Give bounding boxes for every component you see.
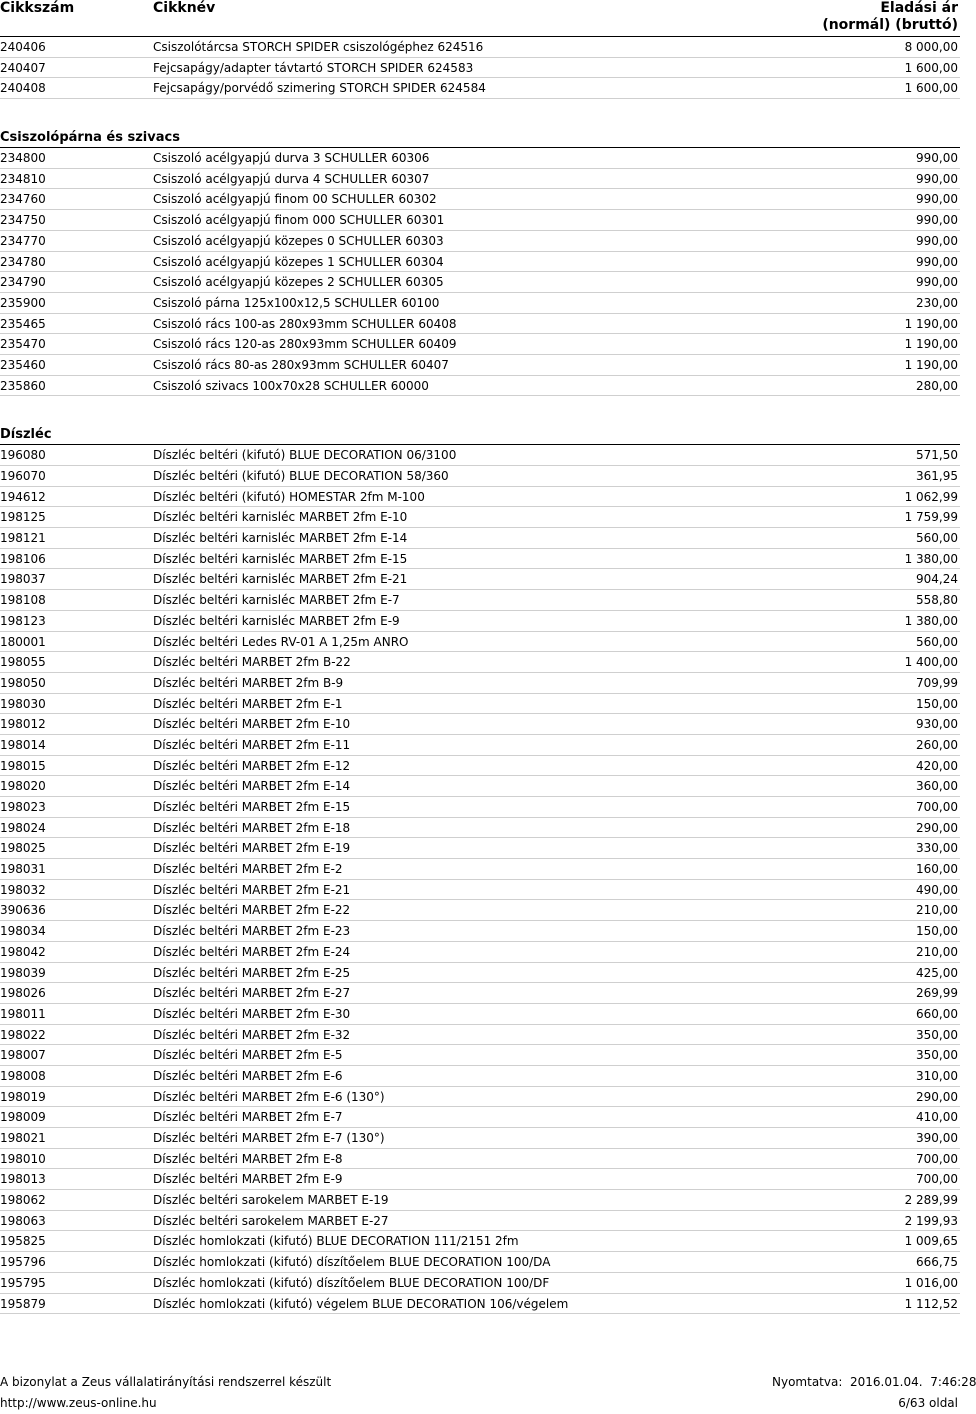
table-row [0,169,960,190]
table-row [0,272,960,293]
section-title: Csiszolópárna és szivacs [0,127,960,148]
table-row [0,652,960,673]
section [0,424,960,1314]
item-code: 198125 [0,510,46,525]
item-price: 666,75 [916,1255,958,1270]
table-row [0,1045,960,1066]
item-code: 194612 [0,489,46,504]
table-row [0,859,960,880]
item-price: 150,00 [916,696,958,711]
item-name: Díszléc beltéri sarokelem MARBET E-27 [153,1213,389,1228]
table-row [0,673,960,694]
table-row [0,1087,960,1108]
table-row [0,1107,960,1128]
item-price: 700,00 [916,800,958,814]
item-code: 198062 [0,1193,46,1208]
item-name: Csiszoló acélgyapjú finom 00 SCHULLER 60302 [153,192,437,207]
item-name: Díszléc homlokzati (kifutó) díszítőelem BLUE DECORATION 100/DA [153,1255,551,1270]
table-row [0,921,960,942]
item-price: 350,00 [916,1027,958,1042]
table-row [0,1004,960,1025]
item-price: 990,00 [916,151,958,166]
item-code: 235470 [0,337,46,352]
item-name: Díszléc beltéri MARBET 2fm E-8 [153,1151,343,1166]
table-row [0,963,960,984]
item-name: Díszléc beltéri karnisléc MARBET 2fm E-15 [153,551,408,566]
item-code: 198037 [0,572,46,587]
table-row [0,900,960,921]
item-name: Díszléc beltéri MARBET 2fm E-2 [153,862,343,877]
item-name: Díszléc beltéri MARBET 2fm E-25 [153,965,351,980]
item-price: 210,00 [916,903,958,918]
print-label: Nyomtatva: [772,1375,843,1389]
item-name: Csiszoló párna 125x100x12,5 SCHULLER 60100 [153,295,440,310]
item-name: Díszléc beltéri MARBET 2fm E-30 [153,1006,351,1021]
item-code: 240408 [0,81,46,96]
item-name: Díszléc beltéri MARBET 2fm E-23 [153,924,351,939]
item-code: 198034 [0,924,46,939]
item-name: Csiszoló rács 120-as 280x93mm SCHULLER 60409 [153,337,457,352]
item-code: 198015 [0,758,46,773]
item-code: 198123 [0,613,46,628]
item-price: 709,99 [916,675,958,690]
item-price: 571,50 [916,448,958,463]
item-code: 234790 [0,275,46,290]
item-price: 290,00 [916,1089,958,1104]
table-row [0,314,960,335]
item-price: 420,00 [916,758,958,773]
table-row [0,838,960,859]
table-row [0,776,960,797]
item-price: 990,00 [916,213,958,228]
item-name: Díszléc beltéri sarokelem MARBET E-19 [153,1193,389,1208]
item-code: 234800 [0,151,46,166]
table-row [0,58,960,79]
item-name: Díszléc beltéri MARBET 2fm B-22 [153,655,351,670]
item-code: 198030 [0,696,46,711]
item-code: 195796 [0,1255,46,1270]
item-name: Csiszoló acélgyapjú durva 3 SCHULLER 60306 [153,151,430,166]
item-name: Díszléc beltéri MARBET 2fm E-7 (130°) [153,1131,385,1145]
table-row [0,983,960,1004]
item-name: Díszléc beltéri MARBET 2fm E-5 [153,1048,343,1063]
table-row [0,735,960,756]
item-price: 490,00 [916,882,958,897]
table-row [0,632,960,653]
item-price: 560,00 [916,531,958,546]
table-row [0,376,960,397]
section [0,37,960,99]
price-list [0,37,960,1314]
table-row [0,1128,960,1149]
item-name: Díszléc beltéri karnisléc MARBET 2fm E-21 [153,572,408,587]
print-date: 2016.01.04. [850,1375,923,1389]
item-code: 198011 [0,1006,46,1021]
table-row [0,1190,960,1211]
table-row [0,569,960,590]
item-code: 234810 [0,171,46,186]
item-price: 330,00 [916,841,958,856]
item-name: Csiszoló acélgyapjú közepes 1 SCHULLER 60304 [153,254,444,269]
item-price: 660,00 [916,1006,958,1021]
page-number: 6/63 oldal [898,1396,958,1410]
item-price: 1 190,00 [904,337,958,352]
item-code: 198024 [0,820,46,835]
item-price: 700,00 [916,1172,958,1187]
item-name: Díszléc beltéri MARBET 2fm E-9 [153,1172,343,1187]
table-row [0,880,960,901]
item-price: 1 600,00 [904,81,958,96]
item-name: Díszléc homlokzati (kifutó) díszítőelem BLUE DECORATION 100/DF [153,1275,550,1290]
item-price: 1 380,00 [904,613,958,628]
item-name: Díszléc homlokzati (kifutó) BLUE DECORATION 111/2151 2fm [153,1234,519,1249]
item-name: Díszléc beltéri MARBET 2fm E-14 [153,779,351,794]
item-price: 210,00 [916,944,958,959]
item-price: 990,00 [916,254,958,269]
item-price: 990,00 [916,171,958,186]
item-name: Díszléc beltéri MARBET 2fm E-24 [153,944,351,959]
item-name: Fejcsapágy/adapter távtartó STORCH SPIDER 624583 [153,60,474,75]
item-code: 198032 [0,882,46,897]
item-name: Díszléc beltéri MARBET 2fm E-19 [153,841,351,856]
item-price: 361,95 [916,469,958,483]
item-code: 390636 [0,903,46,918]
print-timestamp [772,1375,976,1389]
item-name: Díszléc beltéri MARBET 2fm B-9 [153,675,344,690]
item-price: 1 380,00 [904,551,958,566]
table-row [0,334,960,355]
item-price: 390,00 [916,1131,958,1145]
item-code: 198007 [0,1048,46,1063]
item-price: 1 190,00 [904,357,958,372]
item-price: 290,00 [916,820,958,835]
item-code: 198008 [0,1068,46,1083]
table-row [0,1066,960,1087]
item-name: Díszléc beltéri karnisléc MARBET 2fm E-10 [153,510,408,525]
item-name: Díszléc beltéri MARBET 2fm E-32 [153,1027,351,1042]
item-price: 260,00 [916,737,958,752]
table-row [0,189,960,210]
item-name: Díszléc beltéri karnisléc MARBET 2fm E-7 [153,593,400,608]
item-price: 990,00 [916,275,958,290]
item-name: Csiszolótárcsa STORCH SPIDER csiszológéphez 624516 [153,40,484,54]
item-price: 280,00 [916,378,958,393]
column-header-price: Eladási ár [880,0,958,16]
item-name: Díszléc beltéri Ledes RV-01 A 1,25m ANRO [153,634,409,649]
item-code: 240407 [0,60,46,75]
item-price: 1 009,65 [904,1234,958,1249]
item-code: 234750 [0,213,46,228]
item-price: 990,00 [916,233,958,248]
item-price: 558,80 [916,593,958,608]
item-code: 195795 [0,1275,46,1290]
table-row [0,1231,960,1252]
item-code: 198121 [0,531,46,546]
section-title: Díszléc [0,424,960,445]
column-header-code: Cikkszám [0,0,75,16]
item-name: Díszléc beltéri MARBET 2fm E-11 [153,737,351,752]
table-row [0,1169,960,1190]
item-price: 160,00 [916,862,958,877]
table-row [0,818,960,839]
table-row [0,445,960,466]
item-code: 198106 [0,551,46,566]
item-price: 310,00 [916,1068,958,1083]
table-row [0,355,960,376]
item-code: 198009 [0,1110,46,1125]
item-code: 198020 [0,779,46,794]
table-row [0,756,960,777]
table-row [0,1025,960,1046]
item-name: Díszléc homlokzati (kifutó) végelem BLUE DECORATION 106/végelem [153,1296,569,1311]
item-price: 930,00 [916,717,958,732]
item-code: 198063 [0,1213,46,1228]
item-code: 195879 [0,1296,46,1311]
table-row [0,714,960,735]
table-row [0,1211,960,1232]
table-row [0,1294,960,1315]
item-name: Csiszoló acélgyapjú közepes 0 SCHULLER 60303 [153,233,444,248]
table-row [0,37,960,58]
item-name: Díszléc beltéri MARBET 2fm E-6 (130°) [153,1089,385,1104]
item-code: 234770 [0,233,46,248]
item-code: 235860 [0,378,46,393]
table-row [0,694,960,715]
item-code: 235900 [0,295,46,310]
item-code: 198042 [0,944,46,959]
item-name: Díszléc beltéri MARBET 2fm E-22 [153,903,351,918]
table-row [0,252,960,273]
item-price: 2 199,93 [904,1213,958,1228]
item-code: 198108 [0,593,46,608]
item-name: Díszléc beltéri MARBET 2fm E-15 [153,800,351,814]
item-code: 198013 [0,1172,46,1187]
table-row [0,797,960,818]
table-row [0,549,960,570]
item-name: Fejcsapágy/porvédő szimering STORCH SPIDER 624584 [153,81,486,96]
table-row [0,1252,960,1273]
item-name: Díszléc beltéri MARBET 2fm E-18 [153,820,351,835]
item-name: Díszléc beltéri (kifutó) BLUE DECORATION 58/360 [153,469,449,483]
item-name: Díszléc beltéri (kifutó) BLUE DECORATION 06/3100 [153,448,457,463]
item-code: 198022 [0,1027,46,1042]
item-code: 198012 [0,717,46,732]
table-row [0,590,960,611]
table-row [0,78,960,99]
table-row [0,210,960,231]
item-price: 700,00 [916,1151,958,1166]
print-time: 7:46:28 [930,1375,976,1389]
item-name: Csiszoló szivacs 100x70x28 SCHULLER 60000 [153,378,429,393]
item-code: 234760 [0,192,46,207]
item-code: 198014 [0,737,46,752]
item-code: 240406 [0,40,46,54]
table-row [0,148,960,169]
item-name: Díszléc beltéri MARBET 2fm E-7 [153,1110,343,1125]
table-row [0,528,960,549]
table-row [0,611,960,632]
item-price: 1 112,52 [904,1296,958,1311]
item-code: 198050 [0,675,46,690]
item-code: 235460 [0,357,46,372]
item-price: 1 600,00 [904,60,958,75]
item-price: 425,00 [916,965,958,980]
item-code: 234780 [0,254,46,269]
item-name: Csiszoló acélgyapjú finom 000 SCHULLER 60301 [153,213,445,228]
item-price: 410,00 [916,1110,958,1125]
item-code: 198031 [0,862,46,877]
column-header-price-sub: (normál) (bruttó) [822,17,958,33]
item-name: Díszléc beltéri karnisléc MARBET 2fm E-9 [153,613,400,628]
item-price: 269,99 [916,986,958,1001]
item-price: 350,00 [916,1048,958,1063]
item-name: Díszléc beltéri karnisléc MARBET 2fm E-14 [153,531,408,546]
item-code: 198023 [0,800,46,814]
item-price: 904,24 [916,572,958,587]
item-price: 360,00 [916,779,958,794]
item-price: 560,00 [916,634,958,649]
item-name: Csiszoló rács 80-as 280x93mm SCHULLER 60407 [153,357,449,372]
item-name: Csiszoló rács 100-as 280x93mm SCHULLER 60408 [153,316,457,331]
item-price: 150,00 [916,924,958,939]
footer-note: A bizonylat a Zeus vállalatirányítási rendszerrel készült [0,1375,332,1389]
item-price: 1 190,00 [904,316,958,331]
table-header [0,0,960,37]
footer-link[interactable]: http://www.zeus-online.hu [0,1396,157,1410]
table-row [0,466,960,487]
item-code: 180001 [0,634,46,649]
item-price: 8 000,00 [904,40,958,54]
item-code: 235465 [0,316,46,331]
item-price: 1 400,00 [904,655,958,670]
item-code: 196080 [0,448,46,463]
table-row [0,507,960,528]
item-price: 2 289,99 [904,1193,958,1208]
column-header-name: Cikknév [153,0,216,16]
item-name: Díszléc beltéri MARBET 2fm E-10 [153,717,351,732]
item-price: 1 062,99 [904,489,958,504]
item-code: 196070 [0,469,46,483]
item-name: Csiszoló acélgyapjú közepes 2 SCHULLER 60305 [153,275,444,290]
item-price: 1 016,00 [904,1275,958,1290]
item-name: Csiszoló acélgyapjú durva 4 SCHULLER 60307 [153,171,430,186]
item-name: Díszléc beltéri MARBET 2fm E-1 [153,696,343,711]
item-price: 990,00 [916,192,958,207]
item-code: 195825 [0,1234,46,1249]
table-row [0,1273,960,1294]
item-code: 198021 [0,1131,46,1145]
item-name: Díszléc beltéri MARBET 2fm E-12 [153,758,351,773]
item-name: Díszléc beltéri (kifutó) HOMESTAR 2fm M-100 [153,489,425,504]
item-name: Díszléc beltéri MARBET 2fm E-21 [153,882,351,897]
item-code: 198019 [0,1089,46,1104]
table-row [0,1149,960,1170]
section [0,127,960,396]
item-name: Díszléc beltéri MARBET 2fm E-27 [153,986,351,1001]
table-row [0,293,960,314]
item-price: 1 759,99 [904,510,958,525]
item-code: 198055 [0,655,46,670]
item-code: 198026 [0,986,46,1001]
table-row [0,487,960,508]
item-code: 198039 [0,965,46,980]
item-code: 198010 [0,1151,46,1166]
item-code: 198025 [0,841,46,856]
table-row [0,231,960,252]
table-row [0,942,960,963]
item-price: 230,00 [916,295,958,310]
item-name: Díszléc beltéri MARBET 2fm E-6 [153,1068,343,1083]
